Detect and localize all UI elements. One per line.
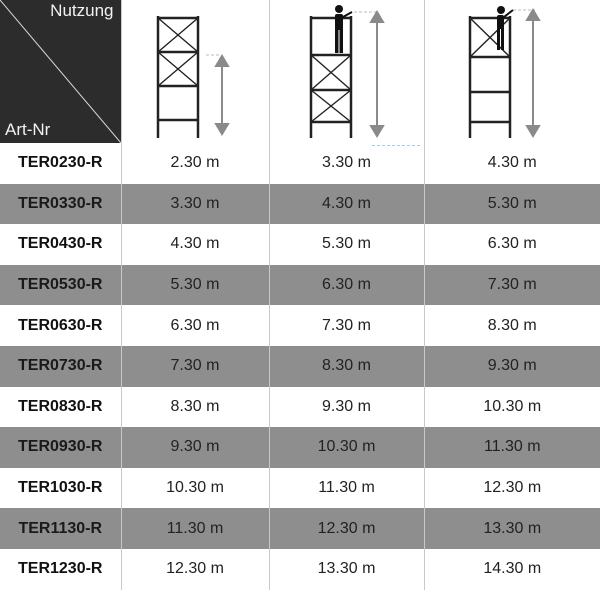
height-cell-col2: 4.30 m xyxy=(269,184,424,225)
height-cell-col3: 7.30 m xyxy=(424,265,600,306)
article-number-cell: TER0430-R xyxy=(0,224,121,265)
height-cell-col1: 7.30 m xyxy=(121,346,269,387)
height-cell-col1: 8.30 m xyxy=(121,387,269,428)
article-number-cell: TER1030-R xyxy=(0,468,121,509)
column-header-1 xyxy=(121,0,269,143)
height-cell-col1: 6.30 m xyxy=(121,305,269,346)
height-cell-col2: 13.30 m xyxy=(269,549,424,590)
table-row xyxy=(0,184,600,225)
height-cell-col2: 6.30 m xyxy=(269,265,424,306)
height-cell-col2: 9.30 m xyxy=(269,387,424,428)
height-cell-col3: 5.30 m xyxy=(424,184,600,225)
height-cell-col3: 14.30 m xyxy=(483,560,542,578)
article-number-cell: TER0730-R xyxy=(0,346,121,387)
height-cell-col2: 7.30 m xyxy=(269,305,424,346)
height-cell-col1: 3.30 m xyxy=(121,184,269,225)
table-row xyxy=(0,549,600,590)
height-cell-col3: 12.30 m xyxy=(483,479,542,497)
height-cell-col1: 11.30 m xyxy=(121,508,269,549)
height-cell-col1: 5.30 m xyxy=(121,265,269,306)
dashed-marker xyxy=(372,145,420,146)
height-cell-col2: 3.30 m xyxy=(269,143,424,184)
height-cell-col3: 13.30 m xyxy=(424,508,600,549)
table-row xyxy=(0,468,600,509)
article-number-label: Art-Nr xyxy=(5,120,51,139)
height-cell-col3: 6.30 m xyxy=(487,235,537,253)
height-cell-col3: 9.30 m xyxy=(424,346,600,387)
article-number-cell: TER1130-R xyxy=(0,508,121,549)
height-cell-col3: 11.30 m xyxy=(424,427,600,468)
height-cell-col2: 8.30 m xyxy=(269,346,424,387)
table-row xyxy=(0,427,600,468)
article-number-cell: TER0230-R xyxy=(0,143,121,184)
scaffold-empty-icon xyxy=(122,0,270,143)
height-cell-col2: 11.30 m xyxy=(269,468,424,509)
table-row xyxy=(0,305,600,346)
article-number-cell: TER0530-R xyxy=(0,265,121,306)
height-cell-col2: 12.30 m xyxy=(269,508,424,549)
table-row xyxy=(0,143,600,184)
height-cell-col1: 4.30 m xyxy=(121,224,269,265)
height-cell-col3: 10.30 m xyxy=(483,397,542,415)
height-cell-col3: 8.30 m xyxy=(487,316,537,334)
scaffold-person-standing-icon xyxy=(270,0,425,143)
article-number-cell: TER0930-R xyxy=(0,427,121,468)
table-row xyxy=(0,265,600,306)
table-row xyxy=(0,508,600,549)
height-cell-col2: 5.30 m xyxy=(269,224,424,265)
person-figure-icon xyxy=(335,5,352,53)
table-row xyxy=(0,224,600,265)
article-number-cell: TER0330-R xyxy=(0,184,121,225)
height-cell-col1: 10.30 m xyxy=(121,468,269,509)
article-number-cell: TER0630-R xyxy=(0,305,121,346)
height-cell-col1: 12.30 m xyxy=(121,549,269,590)
table-row xyxy=(0,346,600,387)
table-row xyxy=(0,387,600,428)
usage-label: Nutzung xyxy=(50,1,114,20)
scaffold-person-top-icon xyxy=(425,0,600,143)
article-number-cell: TER1230-R xyxy=(0,549,121,590)
height-cell-col2: 10.30 m xyxy=(269,427,424,468)
article-number-cell: TER0830-R xyxy=(0,387,121,428)
column-header-3 xyxy=(424,0,600,143)
header-row xyxy=(0,0,600,143)
height-cell-col1: 2.30 m xyxy=(121,143,269,184)
height-cell-col3: 4.30 m xyxy=(487,154,537,172)
header-corner-cell xyxy=(0,0,121,143)
height-cell-col1: 9.30 m xyxy=(121,427,269,468)
column-header-2 xyxy=(269,0,424,143)
